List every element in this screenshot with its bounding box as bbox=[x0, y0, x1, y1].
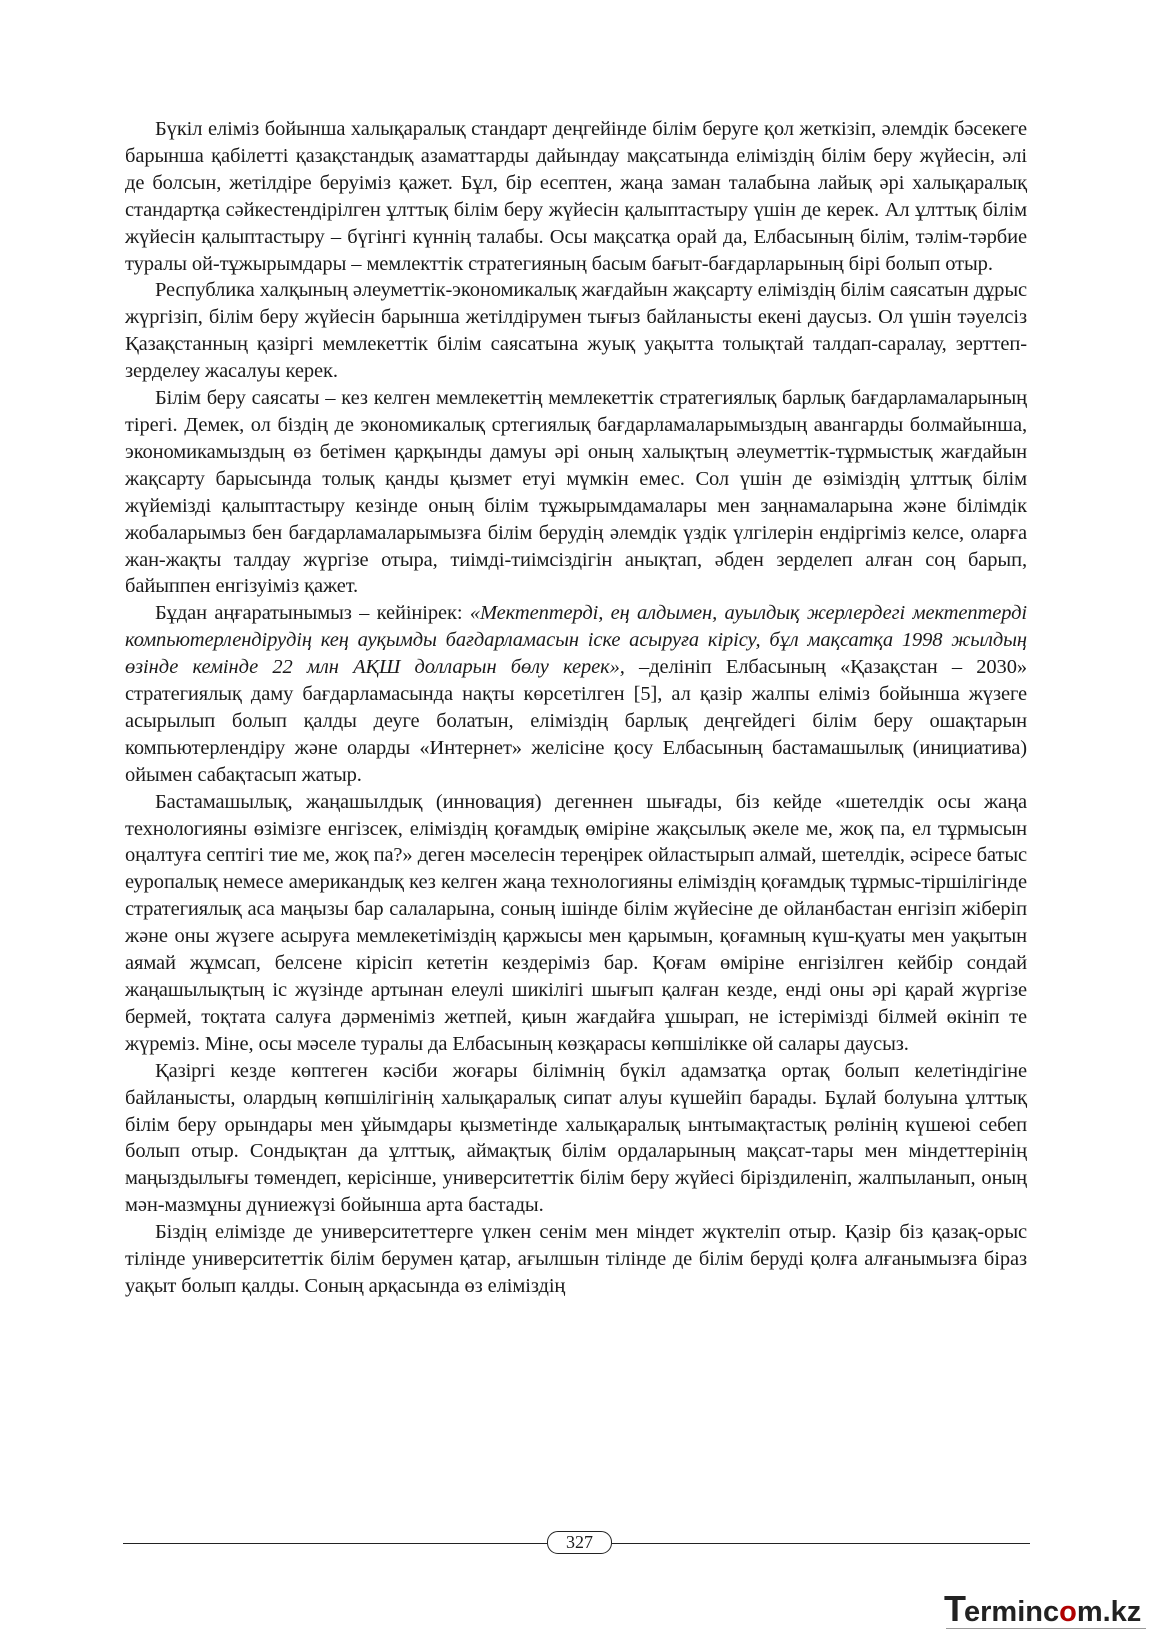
paragraph-4-rest: –делініп Елбасының «Қазақстан – 2030» стратегиялық даму бағдарламасында нақты көрсетілген [5], ал қазір жалпы еліміз бойынша жүзеге асырылып болып қалды деуге болатын, еліміздің барлық деңгейдегі білім беру ошақтарын компьютерлендіру және оларды «Интернет» желісіне қосу Елбасының бастамашылық (инициатива) ойымен сабақтасып жатыр. bbox=[125, 656, 1027, 786]
paragraph-5: Бастамашылық, жаңашылдық (инновация) дегеннен шығады, біз кейде «шетелдік осы жаңа технологияны өзімізге енгізсек, еліміздің қоғамдық өміріне жақсылық әкеле ме, жоқ па, ел тұрмысын оңалтуға септігі тие ме, жоқ па?» деген мәселесін тереңірек ойластырып алмай, шетелдік, әсіресе батыс еуропалық немесе американдық кез келген жаңа технологияны еліміздің қоғамдық тұрмыс-тіршілігінде стратегиялық аса маңызы бар салаларына, соның ішінде білім жүйесіне де ойланбастан енгізіп жіберіп және оны жүзеге асыруға мемлекетіміздің қаржысы мен қарымын, қоғамның күш-қуаты мен уақытын аямай жұмсап, белсене кірісіп кететін кездеріміз бар. Қоғам өміріне енгізілген кейбір сондай жаңашылықтың іс жүзінде артынан елеулі шикілігі шығып қалған кезде, енді оны әрі қарай жүргізе бермей, тоқтата салуға дәрменіміз жетпей, қиын жағдайға ұшырап, не істерімізді білмей өкініп те жүреміз. Міне, осы мәселе туралы да Елбасының көзқарасы көпшілікке ой салары даусыз. bbox=[125, 790, 1027, 1055]
paragraph-1: Бүкіл еліміз бойынша халықаралық стандарт деңгейінде білім беруге қол жеткізіп, әлемдік бәсекеге барынша қабілетті қазақстандық азаматтарды дайындау мақсатында еліміздің білім беру жүйесін, әлі де болсын, жетілдіре беруіміз қажет. Бұл, бір есептен, жаңа заман талабына лайық әрі халықаралық стандартқа сәйкестендірілген ұлттық білім беру жүйесін қалыптастыру үшін де керек. Ал ұлттық білім жүйесін қалыптастыру – бүгінгі күннің талабы. Осы мақсатқа орай да, Елбасының білім, тәлім-тәрбие туралы ой-тұжырымдары – мемлекттік стратегияның басым бағыт-бағдарларының бірі болып отыр. bbox=[125, 118, 1027, 275]
paragraph-3: Білім беру саясаты – кез келген мемлекеттің мемлекеттік стратегиялық барлық бағдарламаларының тірегі. Демек, ол біздің де экономикалық сртегиялық бағдарламаларымыздың авангарды болмайынша, экономикамыздың өз бетімен қарқынды дамуы әрі оның халықтың әлеуметтік-тұрмыстық жағдайын жақсарту барысында толық қанды қызмет етуі мүмкін емес. Сол үшін де өзіміздің ұлттық білім жүйемізді қалыптастыру кезінде оның білім тұжырымдамалары мен заңнамаларына және білімдік жобаларымыз бен бағдарламаларымызға білім берудің әлемдік үздік үлгілерін ендіргіміз келсе, оларға жан-жақты талдау жүргізе отыра, тиімді-тиімсіздігін анықтап, әбден зерделеп алған соң барып, байыппен енгізуіміз қажет. bbox=[125, 387, 1027, 598]
footer-rule-left bbox=[123, 1543, 547, 1544]
quote-italic: «Мектептерді, ең алдымен, ауылдық жерлердегі мектептерді компьютерлендірудің кең ауқымды бағдарламасын іске асыруға кірісу, бұл мақсатқа 1998 жылдың өзінде кемінде 22 млн АҚШ долларын бөлу керек», bbox=[125, 602, 1027, 679]
watermark-text-b: m.kz bbox=[1076, 1596, 1142, 1628]
paragraph-4 bbox=[125, 600, 1027, 788]
watermark-underline bbox=[946, 1628, 1146, 1629]
paragraph-2: Республика халқының әлеуметтік-экономикалық жағдайын жақсарту еліміздің білім саясатын дұрыс жүргізіп, білім беру жүйесін барынша жетілдірумен тығыз байланысты екені даусыз. Ол үшін тәуелсіз Қазақстанның қазіргі мемлекеттік білім саясатына жуық уақытта толықтай талдап-саралау, зерттеп-зерделеу жасалуы керек. bbox=[125, 279, 1027, 383]
watermark-logo bbox=[944, 1588, 1141, 1628]
footer-rule-right bbox=[612, 1543, 1030, 1544]
watermark-text-a: erminc bbox=[964, 1596, 1060, 1628]
page-body bbox=[125, 116, 1027, 1300]
page-number: 327 bbox=[547, 1531, 612, 1554]
paragraph-7: Біздің елімізде де университеттерге үлкен сенім мен міндет жүктеліп отыр. Қазір біз қазақ-орыс тілінде университеттік білім берумен қатар, ағылшын тілінде де білім беруді қолға алғанымызға біраз уақыт болып қалды. Соның арқасында өз еліміздің bbox=[125, 1221, 1027, 1297]
paragraph-4-lead: Бұдан аңғаратынымыз – кейінірек: bbox=[155, 602, 470, 625]
watermark-initial: T bbox=[944, 1588, 964, 1629]
watermark-accent: o bbox=[1059, 1596, 1077, 1628]
paragraph-6: Қазіргі кезде көптеген кәсіби жоғары білімнің бүкіл адамзатқа ортақ болып келетіндігіне байланысты, олардың көпшілігінің халықаралық сипат алуы күшейіп барады. Бұлай болуына ұлттық білім беру орындары мен ұйымдары қызметінде халықаралық ынтымақтастық рөлінің күшеюі себеп болып отыр. Сондықтан да ұлттық, аймақтық білім ордаларының мақсат-тары мен міндеттерінің маңыздылығы төмендеп, керісінше, университеттік білім беру жүйесі біріздиленіп, жалпыланып, оның мән-мазмұны дүниежүзі бойынша арта бастады. bbox=[125, 1059, 1027, 1217]
